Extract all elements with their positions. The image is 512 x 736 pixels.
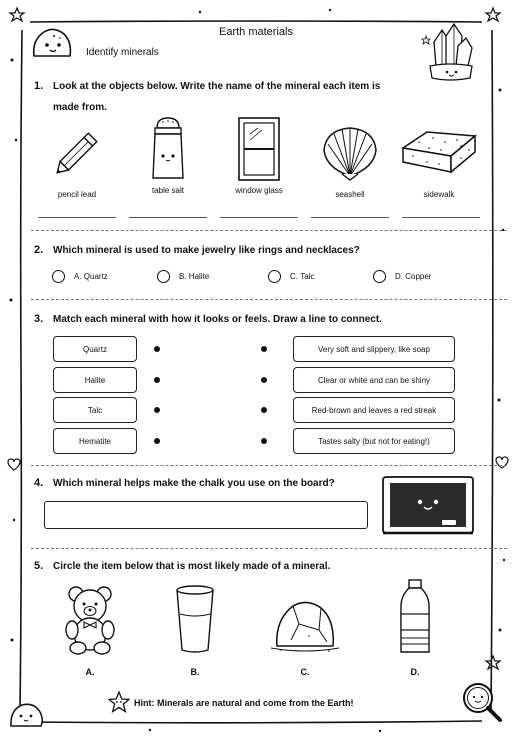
option-text: Talc (300, 272, 315, 281)
object-table-salt (123, 116, 213, 195)
hint-text: Hint: Minerals are natural and come from the Earth! (134, 698, 354, 708)
radio-button[interactable] (157, 270, 170, 283)
option-c[interactable] (268, 270, 314, 283)
answer-line-glass[interactable] (220, 217, 298, 218)
object-label: seashell (335, 190, 365, 199)
rock-mascot-bottom-icon (8, 700, 44, 730)
question-5-text: Circle the item below that is most likely made of a mineral. (53, 561, 331, 572)
section-divider (31, 230, 507, 231)
radio-button[interactable] (268, 270, 281, 283)
choice-d[interactable] (380, 578, 450, 677)
question-1-line-1: Look at the objects below. Write the name of the mineral each item is (53, 81, 381, 92)
mineral-box-quartz: Quartz (53, 336, 137, 362)
match-dot-left[interactable] (154, 407, 160, 413)
section-divider (31, 548, 507, 549)
option-letter: A. (74, 272, 82, 281)
window-icon (236, 116, 282, 182)
mineral-box-hematite: Hematite (53, 428, 137, 454)
question-1-number: 1. (34, 80, 44, 92)
radio-button[interactable] (373, 270, 386, 283)
option-letter: C. (290, 272, 298, 281)
object-label: sidewalk (423, 190, 455, 199)
answer-box[interactable] (44, 501, 368, 529)
page-subtitle: Identify minerals (86, 47, 159, 58)
option-text: Copper (405, 272, 432, 281)
choice-a[interactable] (55, 584, 125, 677)
option-text: Halite (188, 272, 210, 281)
choice-label: C. (300, 667, 310, 677)
object-pencil (32, 124, 122, 199)
answer-line-sidewalk[interactable] (402, 217, 480, 218)
star-icon (108, 691, 130, 713)
sidewalk-slab-icon (399, 126, 479, 182)
question-3-text: Match each mineral with how it looks or feels. Draw a line to connect. (53, 314, 382, 325)
match-dot-right[interactable] (261, 407, 267, 413)
mineral-box-halite: Halite (53, 367, 137, 393)
option-b[interactable] (157, 270, 209, 283)
object-label: pencil lead (57, 190, 97, 199)
description-box: Tastes salty (but not for eating!) (293, 428, 455, 454)
object-seashell (305, 124, 395, 199)
match-dot-left[interactable] (154, 438, 160, 444)
drinking-glass-icon (170, 584, 220, 656)
answer-line-pencil[interactable] (38, 217, 116, 218)
question-2-text: Which mineral is used to make jewelry like rings and necklaces? (53, 245, 360, 256)
option-letter: D. (395, 272, 403, 281)
choice-label: B. (190, 667, 200, 677)
object-window-glass (214, 116, 304, 195)
answer-line-salt[interactable] (129, 217, 207, 218)
water-bottle-icon (395, 578, 435, 656)
choice-b[interactable] (160, 584, 230, 677)
question-1-line-2: made from. (53, 102, 107, 113)
section-divider (31, 465, 507, 466)
choice-label: A. (85, 667, 95, 677)
radio-button[interactable] (52, 270, 65, 283)
page-title: Earth materials (219, 26, 293, 38)
description-box: Red-brown and leaves a red streak (293, 397, 455, 423)
rock-icon (269, 584, 341, 656)
description-box: Clear or white and can be shiny (293, 367, 455, 393)
match-dot-left[interactable] (154, 346, 160, 352)
object-label: window glass (235, 186, 283, 195)
option-text: Quartz (83, 272, 108, 281)
question-2-number: 2. (34, 244, 44, 256)
description-box: Very soft and slippery, like soap (293, 336, 455, 362)
question-1-text (53, 76, 380, 118)
match-dot-right[interactable] (261, 377, 267, 383)
question-3-number: 3. (34, 313, 44, 325)
option-letter: B. (179, 272, 187, 281)
mineral-box-talc: Talc (53, 397, 137, 423)
seashell-icon (320, 124, 380, 182)
match-dot-right[interactable] (261, 438, 267, 444)
teddy-bear-icon (60, 584, 120, 656)
match-dot-left[interactable] (154, 377, 160, 383)
answer-line-seashell[interactable] (311, 217, 389, 218)
question-4-text: Which mineral helps make the chalk you use on the board? (53, 478, 335, 489)
choice-c[interactable] (265, 584, 345, 677)
question-5-number: 5. (34, 560, 44, 572)
choice-label: D. (410, 667, 420, 677)
salt-shaker-icon (143, 116, 193, 182)
object-label: table salt (151, 186, 185, 195)
chalkboard-icon (380, 474, 476, 538)
option-a[interactable] (52, 270, 108, 283)
section-divider (31, 299, 507, 300)
pencil-icon (47, 124, 107, 182)
object-sidewalk (394, 126, 484, 199)
question-4-number: 4. (34, 477, 44, 489)
magnifying-glass-icon (460, 680, 504, 724)
option-d[interactable] (373, 270, 431, 283)
match-dot-right[interactable] (261, 346, 267, 352)
